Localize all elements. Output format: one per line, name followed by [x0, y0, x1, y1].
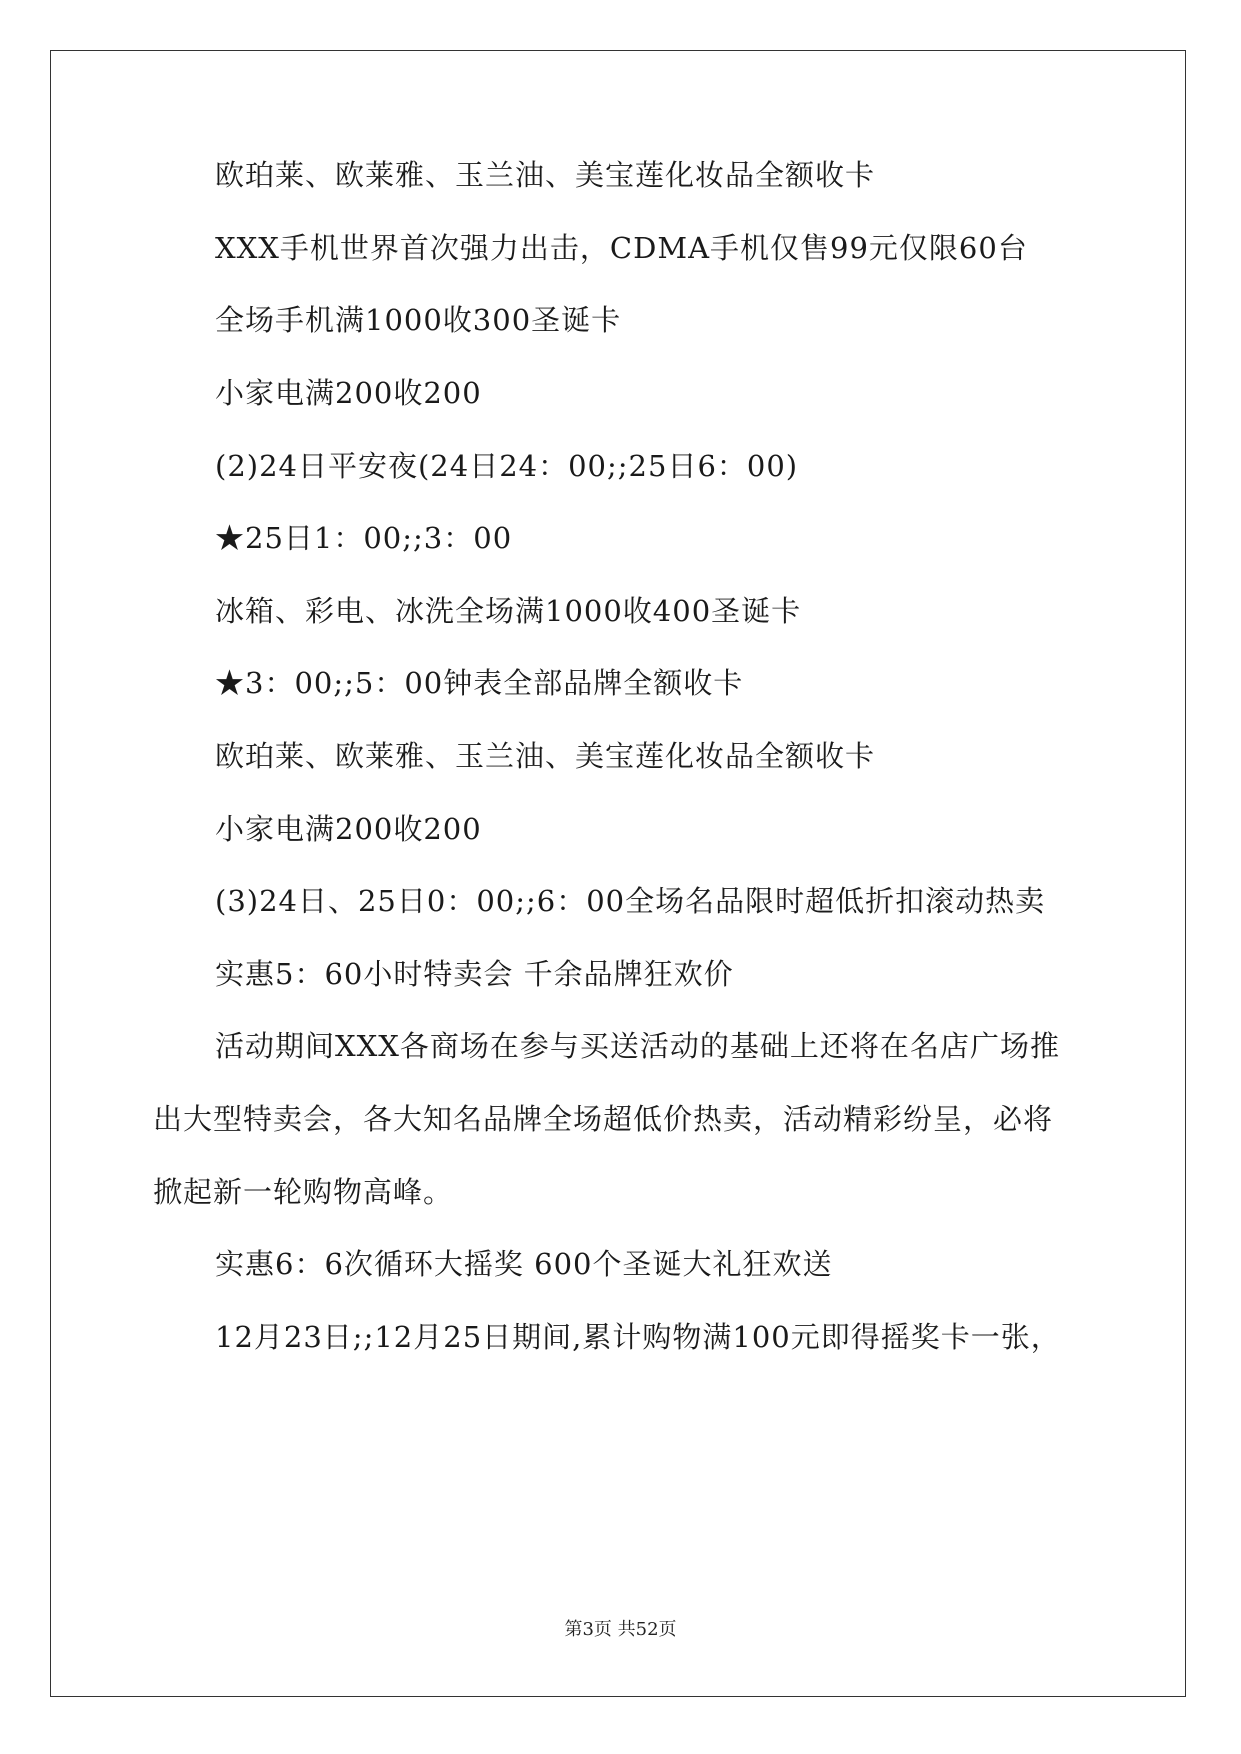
text-line: 欧珀莱、欧莱雅、玉兰油、美宝莲化妆品全额收卡	[215, 158, 876, 192]
text-line: ★3：00;;5：00钟表全部品牌全额收卡	[215, 666, 744, 700]
paragraph-line: 活动期间XXX各商场在参与买送活动的基础上还将在名店广场推	[215, 1029, 1060, 1063]
text-line: 小家电满200收200	[215, 376, 482, 410]
paragraph-line: 出大型特卖会，各大知名品牌全场超低价热卖，活动精彩纷呈，必将	[153, 1102, 1054, 1136]
page-number-footer: 第3页 共52页	[564, 1619, 677, 1640]
text-line: 实惠5：60小时特卖会 千余品牌狂欢价	[215, 957, 734, 991]
text-line: (2)24日平安夜(24日24：00;;25日6：00)	[215, 449, 799, 483]
text-line: 欧珀莱、欧莱雅、玉兰油、美宝莲化妆品全额收卡	[215, 739, 876, 773]
text-line: XXX手机世界首次强力出击，CDMA手机仅售99元仅限60台	[215, 231, 1028, 265]
paragraph-line: 掀起新一轮购物高峰。	[153, 1175, 454, 1209]
text-line: ★25日1：00;;3：00	[215, 521, 513, 555]
text-line: 冰箱、彩电、冰洗全场满1000收400圣诞卡	[215, 594, 802, 628]
text-line: 实惠6：6次循环大摇奖 600个圣诞大礼狂欢送	[215, 1247, 833, 1281]
page-border	[50, 50, 1186, 1697]
text-line: 12月23日;;12月25日期间,累计购物满100元即得摇奖卡一张，	[215, 1320, 1061, 1354]
text-line: 全场手机满1000收300圣诞卡	[215, 303, 622, 337]
text-line: 小家电满200收200	[215, 812, 482, 846]
text-line: (3)24日、25日0：00;;6：00全场名品限时超低折扣滚动热卖	[215, 884, 1046, 918]
